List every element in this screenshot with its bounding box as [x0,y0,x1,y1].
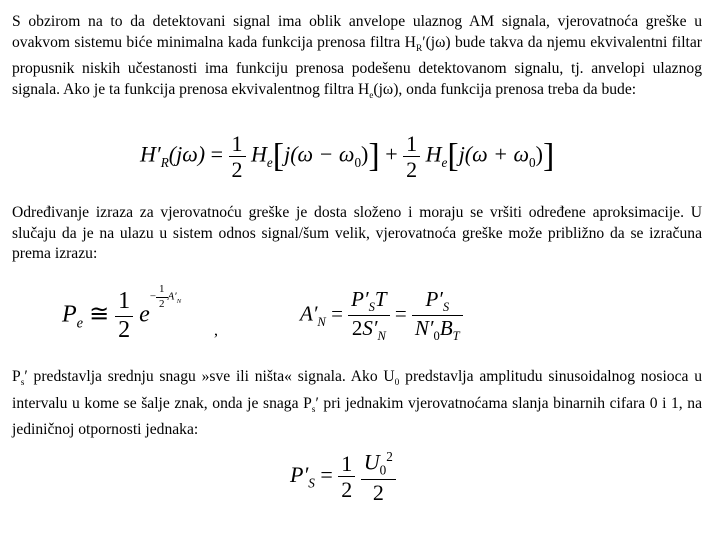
equation-separator-comma: , [214,322,218,339]
paragraph-3 [12,367,702,441]
p3-sub-s: s [20,378,25,389]
eq3-den1-s: S′ [362,316,378,341]
eq1-rbr2: ] [542,137,555,175]
eq4-frac1-den: 2 [341,477,353,503]
eq1-inner1-sub: 0 [354,155,362,171]
eq3-num2-sub: S [442,300,450,315]
eq3-num1-p: P′ [351,287,369,311]
eq3-num1-sub: S [368,300,375,315]
eq4-num-u: U [363,449,380,475]
eq3-frac2-den [412,316,463,343]
eq2-exp-a-sub: N [176,297,182,305]
eq3-frac1 [348,288,389,344]
eq4-frac2-den: 2 [372,479,384,505]
eq1-frac2-den: 2 [406,157,418,183]
eq3-frac2-num [412,288,463,316]
eq4-frac1 [338,452,355,501]
eq3-num1-t: T [374,287,387,311]
eq3-den1-sub: N [377,329,386,344]
eq4-frac2 [361,450,396,504]
eq1-rbr1: ] [368,137,380,175]
eq1-frac2-num: 1 [403,132,420,157]
eq2-approx: ≅ [89,301,110,328]
eq1-inner2-close: ) [535,141,543,167]
eq3-lhs-sub: N [317,314,326,329]
p1-text-a: S obzirom na to da detektovani signal ima oblik anvelope ulaznog AM signala, vjerovatnoća greške u ovakvom sistemu biće minimalna kada funkcija prenosa filtra H [12,13,702,51]
eq1-plus: + [385,141,398,167]
eq4-frac1-num: 1 [338,452,355,477]
eq4-equals: = [320,461,333,487]
p3-text-d: ′ pri jednakim vjerovatnoćama slanja binarnih cifara 0 i 1, na jediničnoj otpornosti jednaka: [12,394,702,439]
eq1-inner1-close: ) [361,141,369,167]
eq2-frac [115,289,133,342]
equation-1 [140,132,554,181]
eq3-den2-sub0: 0 [433,329,440,344]
eq2-exp-minus: − [149,290,157,303]
eq2-frac-num: 1 [115,289,133,316]
eq1-inner1: j(ω − ω [284,141,355,167]
p1-text-c: (jω), onda funkcija prenosa treba da bude: [373,80,637,98]
equation-2 [62,284,181,343]
eq3-den2-b: B [439,316,453,341]
p3-sub-s2: s [311,404,316,415]
eq1-frac1-den: 2 [231,157,243,183]
eq3-equals1: = [331,301,343,326]
eq3-den2-n: N′ [414,316,434,341]
eq1-frac2 [403,132,420,181]
eq3-num2-p: P′ [425,287,443,311]
eq4-lhs: P′ [290,461,309,487]
eq1-h1: H [251,141,267,167]
paragraph-2: Određivanje izraza za vjerovatnoću greške je dosta složeno i moraju se vršiti određene aproksimacije. U slučaju da je na ulazu u sistem odnos signal/šum velik, vjerovatnoća greške može približno da se izračuna prema izrazu: [12,204,702,262]
paragraph-1 [12,12,702,106]
p1-text-b: ′(jω) bude takva da njemu ekvivalentni filtar propusnik niskih učestanosti ima funkciju prenosa podešenu detektovanom signalu, tj. anvelopi ulaznog signala. Ako je ta funkcija prenosa ekvivalentnog filtra H [12,33,702,98]
eq2-lhs-sub: e [76,315,84,332]
eq1-arg: (jω) [168,141,206,167]
eq2-exp-den: 2 [159,297,165,310]
eq2-lhs: P [62,301,77,328]
eq2-exponent [150,284,181,310]
eq1-inner2: j(ω + ω [458,141,530,167]
eq4-num-sub: 0 [379,462,387,478]
eq4-frac2-num [361,450,396,480]
eq1-inner2-sub: 0 [529,155,536,171]
p3-sub-0: 0 [394,378,400,389]
eq1-h1-sub: e [266,155,273,171]
eq1-h2: H [425,141,442,167]
eq1-lhs-sub: R [160,155,169,171]
equation-3 [300,288,463,344]
eq1-lbr1: [ [272,137,285,175]
p3-text-c: predstavlja amplitudu sinusoidalnog nosioca u intervalu u kome se šalje znak, onda je snaga P [12,368,702,412]
eq2-exp-frac [156,284,168,310]
eq3-den1-2: 2 [351,316,363,341]
eq1-frac1 [229,132,246,181]
eq2-base: e [139,301,150,328]
eq1-lhs: H′ [140,141,161,167]
eq3-lhs: A′ [300,301,318,326]
eq3-frac1-num [348,288,389,316]
eq1-lbr2: [ [447,137,459,175]
eq2-frac-den: 2 [118,316,131,343]
p1-sub-r: R [415,43,423,54]
p3-text-b: ′ predstavlja srednju snagu »sve ili ništa« signala. Ako U [24,368,395,385]
eq3-frac2 [412,288,463,344]
eq3-equals2: = [394,301,407,326]
eq2-exp-num: 1 [156,284,168,298]
eq3-den2-subt: T [452,329,460,344]
p1-sub-e: e [369,90,374,101]
eq4-lhs-sub: S [308,475,315,491]
eq1-equals: = [210,141,223,167]
p3-text-a: P [12,368,21,385]
eq1-h2-sub: e [441,155,448,171]
eq4-num-sup: 2 [386,449,393,464]
eq3-frac1-den [348,316,389,343]
eq1-frac1-num: 1 [229,132,246,157]
equation-4 [290,450,396,504]
eq2-exp-a: A′ [167,290,177,303]
